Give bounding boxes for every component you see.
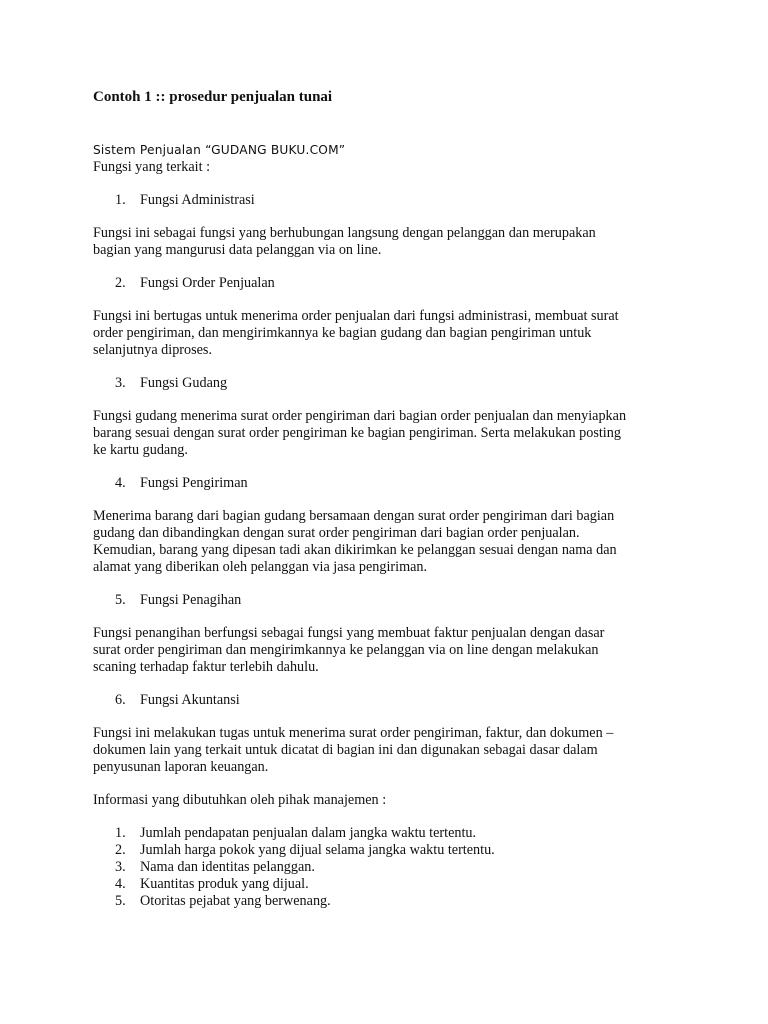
section-heading-text: Fungsi Akuntansi (140, 692, 240, 708)
paragraph-line: barang sesuai dengan surat order pengiriman ke bagian pengiriman. Serta melakukan posting (93, 425, 621, 441)
section-paragraph (93, 508, 693, 576)
paragraph-line: Menerima barang dari bagian gudang bersamaan dengan surat order pengiriman dari bagian (93, 508, 615, 524)
section-number: 5. (115, 592, 126, 608)
info-item-number: 3. (115, 859, 126, 875)
section-paragraph (93, 725, 693, 776)
paragraph-line: surat order pengiriman dan mengirimkannya ke pelanggan via on line dengan melakukan (93, 642, 599, 658)
section-heading-text: Fungsi Gudang (140, 375, 228, 391)
section-heading (93, 475, 693, 492)
section-paragraph (93, 625, 693, 676)
paragraph-line: alamat yang diberikan oleh pelanggan via jasa pengiriman. (93, 559, 428, 575)
info-item-text: Kuantitas produk yang dijual. (140, 876, 309, 892)
paragraph-line: selanjutnya diproses. (93, 342, 212, 358)
document-subtitle: Sistem Penjualan “GUDANG BUKU.COM” (93, 143, 346, 157)
paragraph-line: penyusunan laporan keuangan. (93, 759, 269, 775)
info-item-text: Jumlah harga pokok yang dijual selama jangka waktu tertentu. (140, 842, 495, 858)
paragraph-line: gudang dan dibandingkan dengan surat order pengiriman dari bagian order penjualan. (93, 525, 580, 541)
document-title: Contoh 1 :: prosedur penjualan tunai (93, 89, 333, 105)
paragraph-line: Fungsi gudang menerima surat order pengiriman dari bagian order penjualan dan menyiapkan (93, 408, 627, 424)
section-heading (93, 592, 693, 609)
info-list-item (93, 859, 693, 876)
paragraph-line: Kemudian, barang yang dipesan tadi akan dikirimkan ke pelanggan sesuai dengan nama dan (93, 542, 617, 558)
section-paragraph (93, 225, 693, 259)
section-heading (93, 375, 693, 392)
info-item-text: Jumlah pendapatan penjualan dalam jangka waktu tertentu. (140, 825, 477, 841)
paragraph-line: bagian yang mangurusi data pelanggan via on line. (93, 242, 382, 258)
section-paragraph (93, 308, 693, 359)
paragraph-line: Fungsi ini melakukan tugas untuk menerima surat order pengiriman, faktur, dan dokumen – (93, 725, 614, 741)
info-list (93, 825, 693, 910)
paragraph-line: Fungsi ini sebagai fungsi yang berhubungan langsung dengan pelanggan dan merupakan (93, 225, 596, 241)
paragraph-line: ke kartu gudang. (93, 442, 188, 458)
info-item-text: Otoritas pejabat yang berwenang. (140, 893, 331, 909)
info-list-item (93, 876, 693, 893)
section-number: 2. (115, 275, 126, 291)
section-number: 1. (115, 192, 126, 208)
section-heading-text: Fungsi Penagihan (140, 592, 242, 608)
section-heading (93, 275, 693, 292)
intro-text: Fungsi yang terkait : (93, 159, 211, 175)
section-paragraph (93, 408, 693, 459)
section-heading (93, 192, 693, 209)
section-number: 3. (115, 375, 126, 391)
paragraph-line: dokumen lain yang terkait untuk dicatat di bagian ini dan digunakan sebagai dasar dalam (93, 742, 598, 758)
info-item-number: 2. (115, 842, 126, 858)
info-list-item (93, 893, 693, 910)
paragraph-line: scaning terhadap faktur terlebih dahulu. (93, 659, 319, 675)
info-item-number: 4. (115, 876, 126, 892)
info-list-item (93, 825, 693, 842)
function-sections (93, 192, 693, 776)
section-heading-text: Fungsi Pengiriman (140, 475, 248, 491)
info-item-number: 1. (115, 825, 126, 841)
section-number: 4. (115, 475, 126, 491)
info-item-text: Nama dan identitas pelanggan. (140, 859, 315, 875)
section-heading-text: Fungsi Order Penjualan (140, 275, 275, 291)
info-item-number: 5. (115, 893, 126, 909)
info-list-item (93, 842, 693, 859)
section-number: 6. (115, 692, 126, 708)
paragraph-line: Fungsi ini bertugas untuk menerima order penjualan dari fungsi administrasi, membuat surat (93, 308, 619, 324)
info-heading: Informasi yang dibutuhkan oleh pihak manajemen : (93, 792, 387, 808)
paragraph-line: Fungsi penangihan berfungsi sebagai fungsi yang membuat faktur penjualan dengan dasar (93, 625, 605, 641)
document-body (93, 88, 693, 910)
section-heading (93, 692, 693, 709)
section-heading-text: Fungsi Administrasi (140, 192, 255, 208)
paragraph-line: order pengiriman, dan mengirimkannya ke bagian gudang dan bagian pengiriman untuk (93, 325, 592, 341)
